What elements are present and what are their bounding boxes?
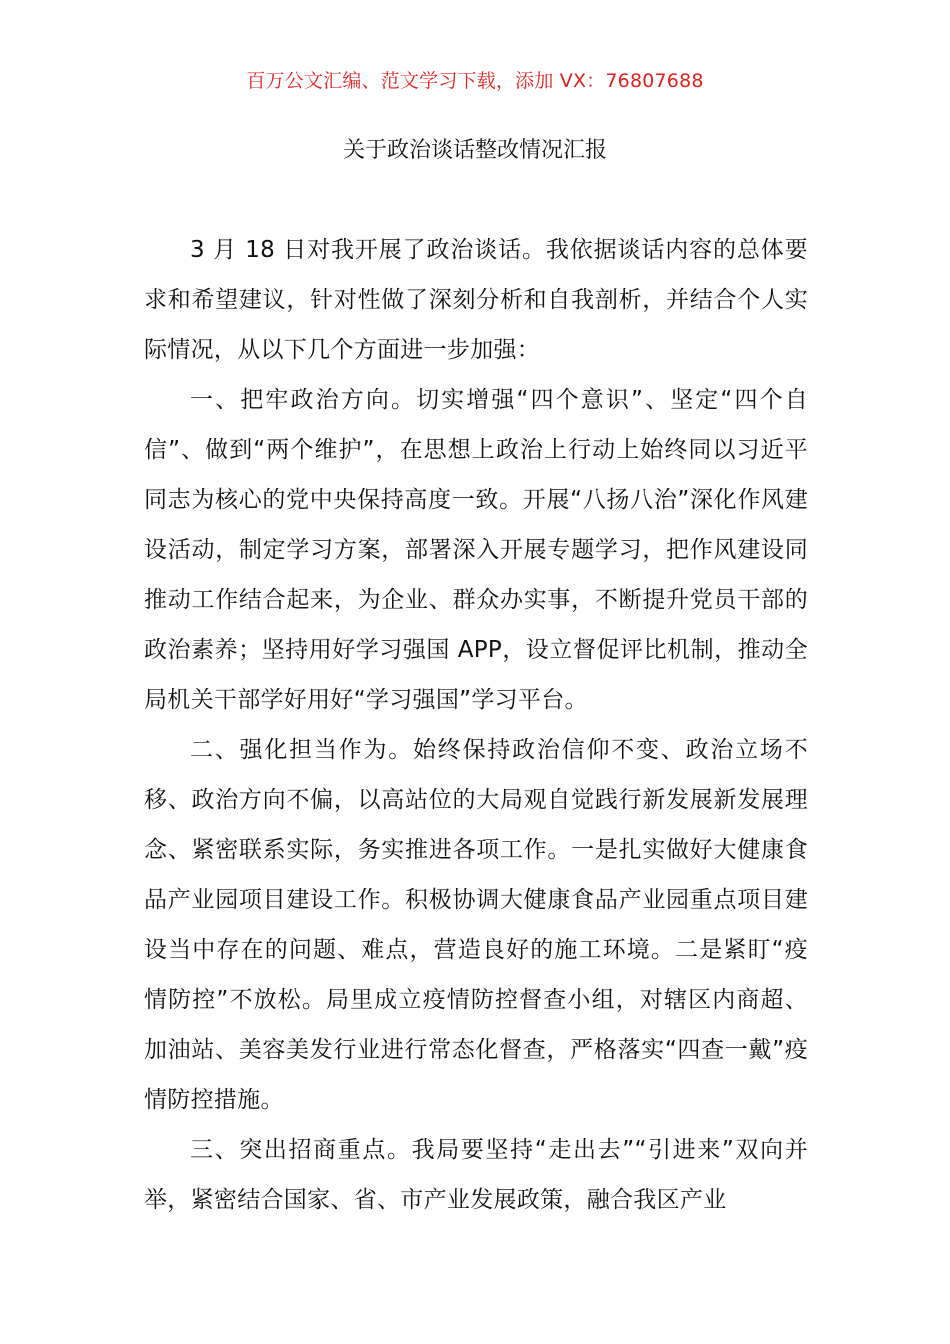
paragraph-political-direction: 一、把牢政治方向。切实增强“四个意识”、坚定“四个自信”、做到“两个维护”，在思想上政治上行动上始终同以习近平同志为核心的党中央保持高度一致。开展“八扬八治”深化作风建设活动，制定学习方案，部署深入开展专题学习，把作风建设同推动工作结合起来，为企业、群众办实事，不断提升党员干部的政治素养；坚持用好学习强国 APP，设立督促评比机制，推动全局机关干部学好用好“学习强国”学习平台。 xyxy=(144,387,808,713)
paragraph-investment: 三、突出招商重点。我局要坚持“走出去”“引进来”双向并举，紧密结合国家、省、市产业发展政策，融合我区产业 xyxy=(144,1137,808,1213)
paragraph-responsibility: 二、强化担当作为。始终保持政治信仰不变、政治立场不移、政治方向不偏，以高站位的大局观自觉践行新发展新发展理念、紧密联系实际，务实推进各项工作。一是扎实做好大健康食品产业园项目建设工作。积极协调大健康食品产业园重点项目建设当中存在的问题、难点，营造良好的施工环境。二是紧盯“疫情防控”不放松。局里成立疫情防控督查小组，对辖区内商超、加油站、美容美发行业进行常态化督查，严格落实“四查一戴”疫情防控措施。 xyxy=(144,737,808,1113)
header-watermark-note: 百万公文汇编、范文学习下载，添加 VX：76807688 xyxy=(246,70,704,92)
document-title: 关于政治谈话整改情况汇报 xyxy=(342,138,607,163)
document-body xyxy=(144,225,808,1225)
paragraph-intro: 3 月 18 日对我开展了政治谈话。我依据谈话内容的总体要求和希望建议，针对性做了深刻分析和自我剖析，并结合个人实际情况，从以下几个方面进一步加强： xyxy=(144,237,808,363)
